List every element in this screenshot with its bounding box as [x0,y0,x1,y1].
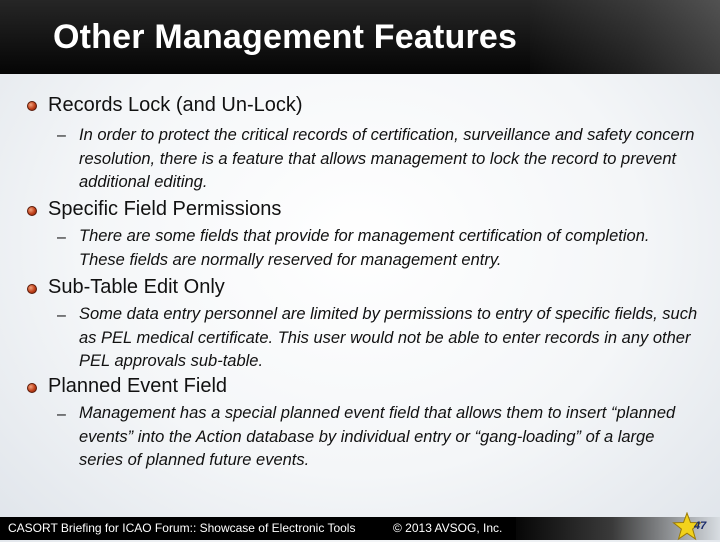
dash-marker: – [57,127,66,144]
bullet-icon [27,101,37,111]
item-text: In order to protect the critical records of certification, surveillance and safety concern resolution, there is a feature that allows management to lock the record to prevent additional editing. [79,126,695,191]
item-heading: Sub-Table Edit Only [48,276,225,298]
dash-marker: – [57,406,66,423]
slide-title: Other Management Features [53,18,518,56]
bullet-icon [27,206,37,216]
bullet-icon [27,284,37,294]
item-heading: Records Lock (and Un-Lock) [48,94,303,116]
item-text: Management has a special planned event field that allows them to insert “planned events” into the Action database by individual entry or “gang-loading” of a large series of planned future events. [79,404,676,469]
footer-bar [0,517,720,540]
item-text: Some data entry personnel are limited by permissions to entry of specific fields, such as PEL medical certificate. This user would not be able to enter records in any other PEL approvals sub-table. [79,305,698,370]
footer-title: CASORT Briefing for ICAO Forum:: Showcase of Electronic Tools [8,521,356,535]
page-number: 47 [694,520,707,532]
dash-marker: – [57,229,66,246]
footer-copyright: © 2013 AVSOG, Inc. [393,521,503,535]
dash-marker: – [57,307,66,324]
bullet-icon [27,383,37,393]
item-heading: Planned Event Field [48,375,228,397]
item-heading: Specific Field Permissions [48,198,282,220]
item-text: There are some fields that provide for management certification of completion. These fields are normally reserved for management entry. [79,227,650,269]
